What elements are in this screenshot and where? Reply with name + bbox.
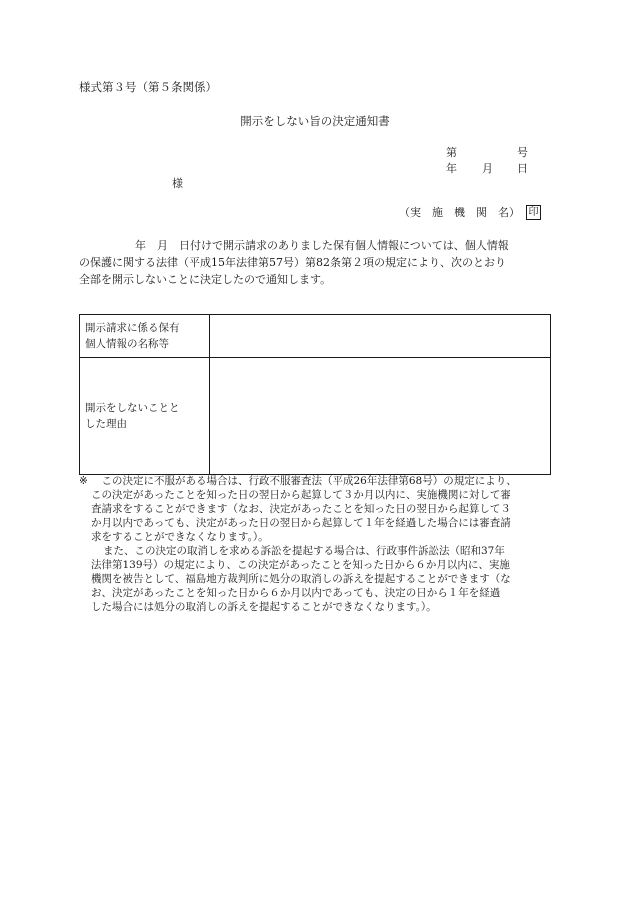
document-number-prefix: 第	[446, 146, 457, 159]
note-line: 求をすることができなくなります。）。	[91, 531, 269, 543]
form-number: 様式第３号（第５条関係）	[79, 80, 217, 94]
info-table	[79, 314, 551, 475]
note-line: ※ この決定に不服がある場合は、行政不服審査法（平成26年法律第68号）の規定により、	[79, 475, 517, 487]
notice-body	[79, 237, 554, 288]
note-line: お、決定があったことを知った日から６か月以内であっても、決定の日から１年を経過	[91, 587, 501, 599]
label-line: 開示請求に係る保有	[85, 322, 180, 334]
recipient-honorific: 様	[172, 177, 183, 190]
note-mark: ※	[79, 475, 88, 487]
table-row-reason	[80, 358, 551, 475]
document-title: 開示をしない旨の決定通知書	[240, 114, 390, 128]
agency-name-label: （実 施 機 関 名）	[399, 206, 520, 219]
label-line: した理由	[85, 418, 127, 430]
body-line: 年 月 日付けで開示請求のありました保有個人情報については、個人情報	[135, 239, 509, 252]
date-month-label: 月	[482, 162, 493, 175]
label-line: 個人情報の名称等	[85, 338, 169, 350]
note-line: 法律第139号）の規定により、この決定があったことを知った日から６か月以内に、実施	[91, 559, 510, 571]
date-year-label: 年	[446, 162, 457, 175]
appeal-notes	[79, 474, 559, 614]
reason-label	[80, 358, 210, 475]
note-line: また、この決定の取消しを求める訴訟を提起する場合は、行政事件訴訟法（昭和37年	[103, 545, 505, 557]
note-line: この決定があったことを知った日の翌日から起算して３か月以内に、実施機関に対して審	[91, 489, 511, 501]
reason-value-cell	[210, 358, 551, 475]
note-line: 査請求をすることができます（なお、決定があったことを知った日の翌日から起算して３	[91, 503, 511, 515]
document-number-suffix: 号	[517, 146, 528, 159]
label-line: 開示をしないことと	[85, 402, 180, 414]
body-line: の保護に関する法律（平成15年法律第57号）第82条第２項の規定により、次のとおり	[79, 256, 506, 269]
note-line: した場合には処分の取消しの訴えを提起することができなくなります。）。	[91, 601, 437, 613]
table-row-info-name	[80, 315, 551, 358]
date-day-label: 日	[517, 162, 528, 175]
body-line: 全部を開示しないことに決定したので通知します。	[79, 273, 332, 286]
note-line: か月以内であっても、決定があった日の翌日から起算して１年を経過した場合には審査請	[91, 517, 511, 529]
info-name-value-cell	[210, 315, 551, 358]
note-line: 機関を被告として、福島地方裁判所に処分の取消しの訴えを提起することができます（な	[91, 573, 511, 585]
info-name-label	[80, 315, 210, 358]
seal-mark: 印	[526, 205, 541, 220]
